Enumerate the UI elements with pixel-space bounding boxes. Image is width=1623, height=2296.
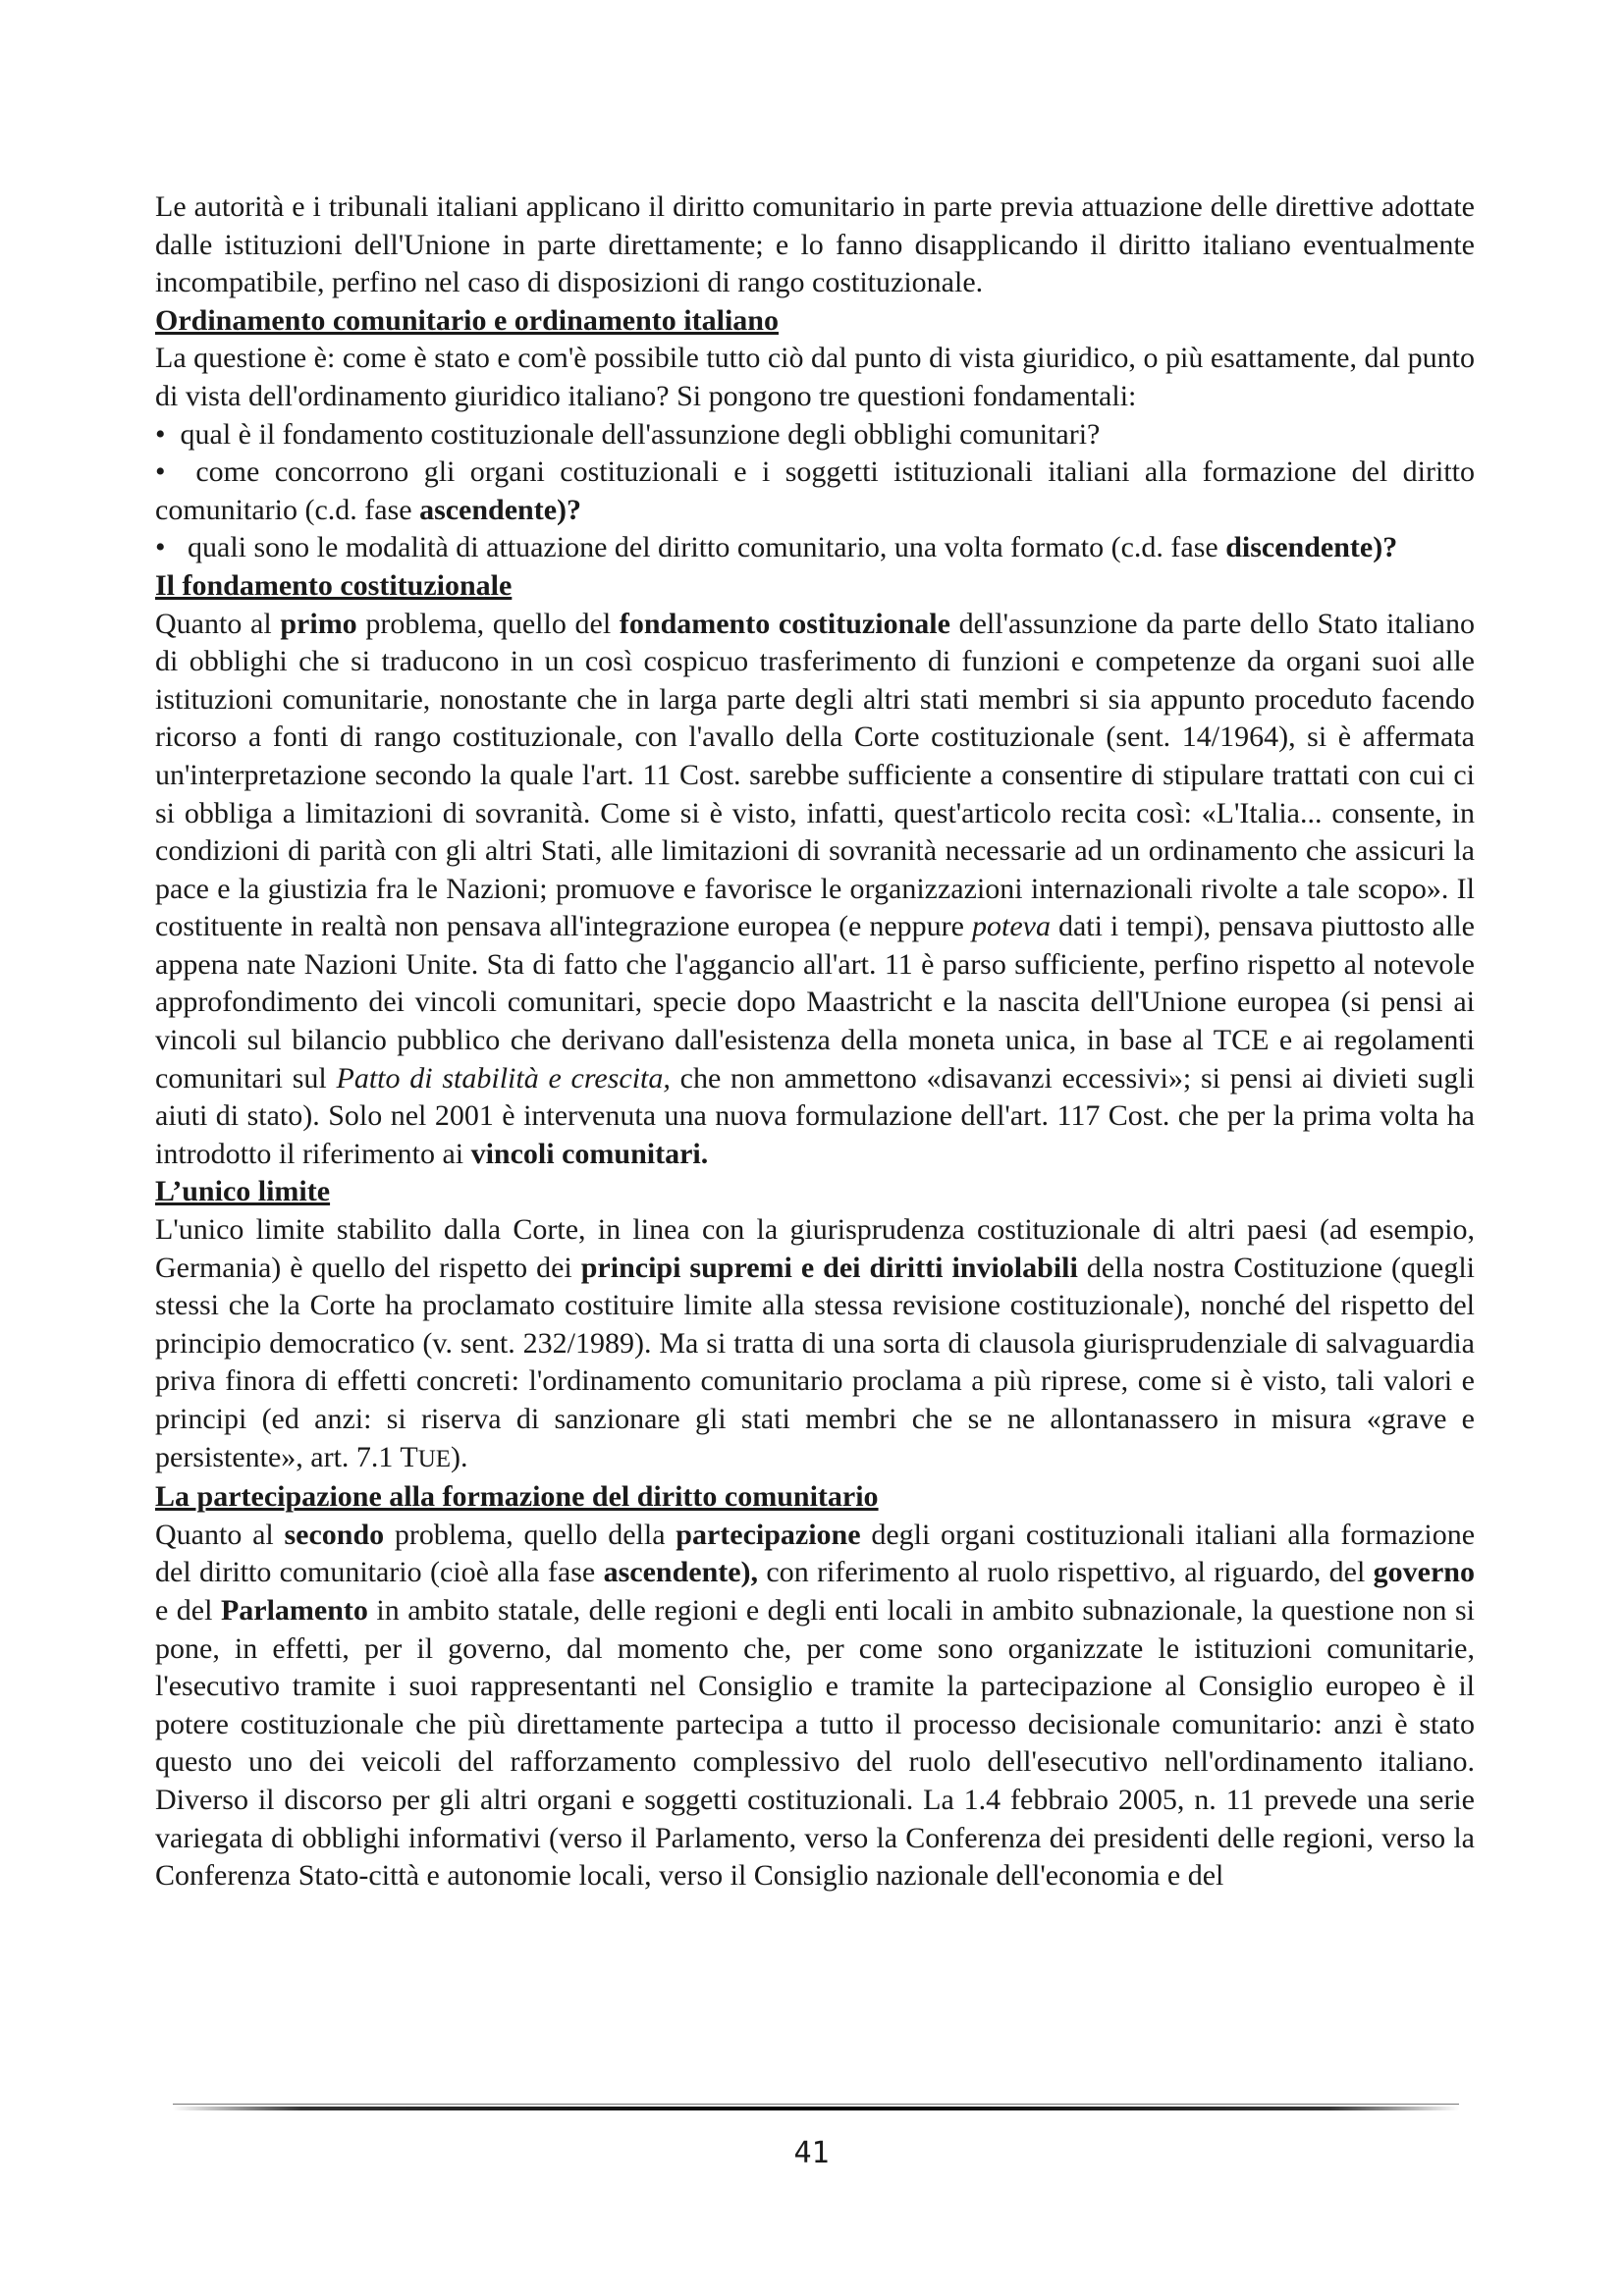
- bullet-icon: •: [155, 455, 166, 489]
- page-number: 41: [793, 2136, 830, 2170]
- section-heading-fondamento: Il fondamento costituzionale: [155, 568, 513, 602]
- paragraph-questione: La questione è: come è stato e com'è possibile tutto ciò dal punto di vista giuridico, o più esattamente, dal punto di vista dell'ordinamento giuridico italiano? Si pongono tre questioni fondamentali:: [155, 342, 1475, 412]
- bullet-icon: •: [155, 417, 166, 451]
- page-body: [155, 188, 1475, 1896]
- paragraph-fondamento: Quanto al primo problema, quello del fondamento costituzionale dell'assunzione da parte dello Stato italiano di obblighi che si traducono in un così cospicuo trasferimento di funzioni e competenze da organi suoi alle istituzioni comunitarie, nonostante che in larga parte degli altri stati membri si sia appunto proceduto facendo ricorso a fonti di rango costituzionale, con l'avallo della Corte costituzionale (sent. 14/1964), si è affermata un'interpretazione secondo la quale l'art. 11 Cost. sarebbe sufficiente a consentire di stipulare trattati con cui ci si obbliga a limitazioni di sovranità. Come si è visto, infatti, quest'articolo recita così: «L'Italia... consente, in condizioni di parità con gli altri Stati, alle limitazioni di sovranità necessarie ad un ordinamento che assicuri la pace e la giustizia fra le Nazioni; promuove e favorisce le organizzazioni internazionali rivolte a tale scopo». Il costituente in realtà non pensava all'integrazione europea (e neppure poteva dati i tempi), pensava piuttosto alle appena nate Nazioni Unite. Sta di fatto che l'aggancio all'art. 11 è parso sufficiente, perfino rispetto al notevole approfondimento dei vincoli comunitari, specie dopo Maastricht e la nascita dell'Unione europea (si pensi ai vincoli sul bilancio pubblico che derivano dall'esistenza della moneta unica, in base al TCE e ai regolamenti comunitari sul Patto di stabilità e crescita, che non ammettono «disavanzi eccessivi»; si pensi ai divieti sugli aiuti di stato). Solo nel 2001 è intervenuta una nuova formulazione dell'art. 117 Cost. che per la prima volta ha introdotto il riferimento ai vincoli comunitari.: [155, 607, 1475, 1170]
- section-heading-partecipazione: La partecipazione alla formazione del diritto comunitario: [155, 1480, 879, 1514]
- section-heading-ordinamento: Ordinamento comunitario e ordinamento italiano: [155, 303, 779, 337]
- footer-divider-thin: [173, 2104, 1459, 2105]
- paragraph-intro: Le autorità e i tribunali italiani applicano il diritto comunitario in parte previa attuazione delle direttive adottate dalle istituzioni dell'Unione in parte direttamente; e lo fanno disapplicando il diritto italiano eventualmente incompatibile, perfino nel caso di disposizioni di rango costituzionale.: [155, 190, 1475, 299]
- bullet-item: • come concorrono gli organi costituzionali e i soggetti istituzionali italiani alla formazione del diritto comunitario (c.d. fase ascendente)?: [155, 455, 1475, 526]
- bullet-item: • qual è il fondamento costituzionale dell'assunzione degli obblighi comunitari?: [155, 417, 1101, 451]
- bullet-item: • quali sono le modalità di attuazione del diritto comunitario, una volta formato (c.d. fase discendente)?: [155, 531, 1398, 564]
- section-heading-limite: L’unico limite: [155, 1175, 331, 1208]
- paragraph-partecipazione: Quanto al secondo problema, quello della partecipazione degli organi costituzionali italiani alla formazione del diritto comunitario (cioè alla fase ascendente), con riferimento al ruolo rispettivo, al riguardo, del governo e del Parlamento in ambito statale, delle regioni e degli enti locali in ambito subnazionale, la questione non si pone, in effetti, per il governo, dal momento che, per come sono organizzate le istituzioni comunitarie, l'esecutivo tramite i suoi rappresentanti nel Consiglio e tramite la partecipazione al Consiglio europeo è il potere costituzionale che più direttamente partecipa a tutto il processo decisionale comunitario: anzi è stato questo uno dei veicoli del rafforzamento complessivo del ruolo dell'esecutivo nell'ordinamento italiano. Diverso il discorso per gli altri organi e soggetti costituzionali. La 1.4 febbraio 2005, n. 11 prevede una serie variegata di obblighi informativi (verso il Parlamento, verso la Conferenza dei presidenti delle regioni, verso la Conferenza Stato-città e autonomie locali, verso il Consiglio nazionale dell'economia e del: [155, 1518, 1476, 1893]
- footer-divider: [173, 2107, 1459, 2110]
- bullet-icon: •: [155, 531, 166, 564]
- paragraph-limite: L'unico limite stabilito dalla Corte, in linea con la giurisprudenza costituzionale di altri paesi (ad esempio, Germania) è quello del rispetto dei principi supremi e dei diritti inviolabili della nostra Costituzione (quegli stessi che la Corte ha proclamato costituire limite alla stessa revisione costituzionale), nonché del rispetto del principio democratico (v. sent. 232/1989). Ma si tratta di una sorta di clausola giurisprudenziale di salvaguardia priva finora di effetti concreti: l'ordinamento comunitario proclama a più riprese, come si è visto, tali valori e principi (ed anzi: si riserva di sanzionare gli stati membri che se ne allontanassero in misura «grave e persistente», art. 7.1 TUE).: [155, 1213, 1476, 1473]
